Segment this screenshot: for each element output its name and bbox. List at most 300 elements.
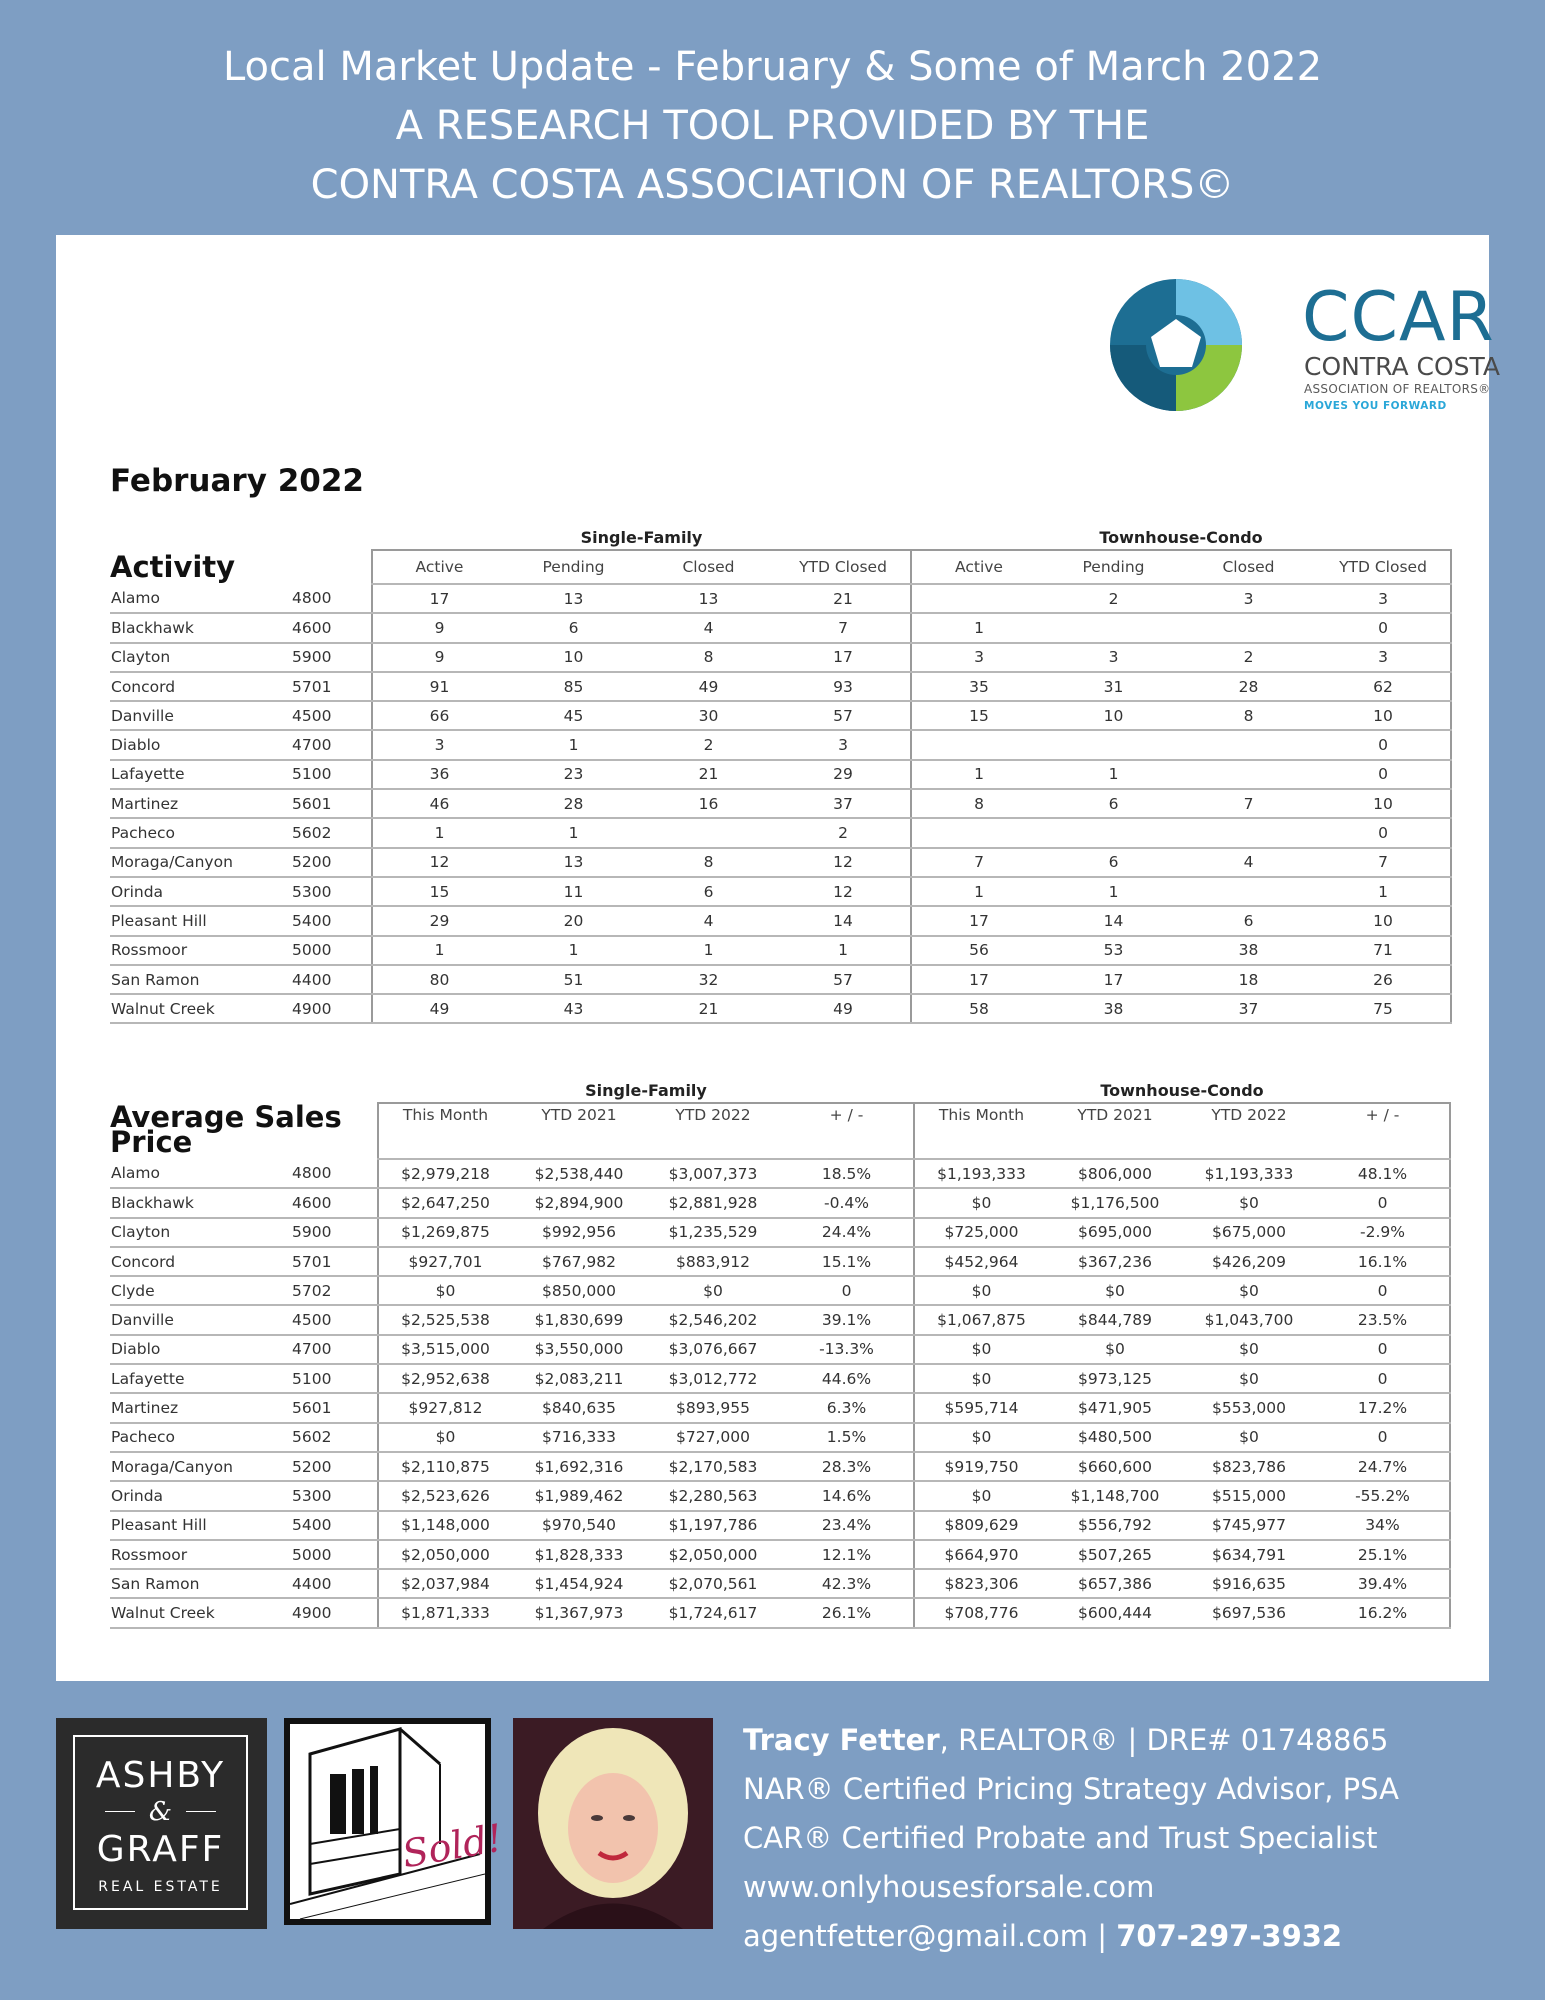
column-header: Closed — [1181, 550, 1316, 584]
table-cell: $823,306 — [914, 1569, 1048, 1598]
table-cell — [911, 584, 1046, 613]
table-cell: 23.4% — [780, 1511, 914, 1540]
table-cell: 17 — [776, 643, 911, 672]
table-cell: 8 — [911, 789, 1046, 818]
area-name: Clyde — [110, 1276, 292, 1305]
column-header: Closed — [641, 550, 776, 584]
area-name: Pleasant Hill — [110, 906, 292, 935]
table-cell: 3 — [1181, 584, 1316, 613]
column-header: Active — [372, 550, 506, 584]
column-header: Pending — [1046, 550, 1181, 584]
table-cell: 6 — [641, 877, 776, 906]
table-cell: $695,000 — [1048, 1218, 1182, 1247]
table-cell: 44.6% — [780, 1364, 914, 1393]
area-code: 4600 — [292, 1188, 378, 1217]
table-row — [110, 1247, 1450, 1276]
table-cell: 3 — [372, 730, 506, 759]
table-cell: 7 — [911, 848, 1046, 877]
table-cell: $2,170,583 — [646, 1452, 780, 1481]
table-row — [110, 1276, 1450, 1305]
avg-price-table-body — [110, 1159, 1450, 1628]
table-cell: $664,970 — [914, 1540, 1048, 1569]
table-cell: 0 — [780, 1276, 914, 1305]
ccar-logo-title: CCAR — [1302, 278, 1495, 357]
table-cell: 13 — [506, 848, 641, 877]
column-header: YTD 2021 — [1048, 1103, 1182, 1159]
table-cell: 46 — [372, 789, 506, 818]
activity-table — [110, 525, 1452, 1024]
table-cell: $1,067,875 — [914, 1305, 1048, 1334]
table-row — [110, 1452, 1450, 1481]
table-cell: $806,000 — [1048, 1159, 1182, 1188]
table-cell: 2 — [641, 730, 776, 759]
table-cell: 1 — [911, 613, 1046, 642]
table-cell: 17 — [911, 965, 1046, 994]
table-cell: 35 — [911, 672, 1046, 701]
table-cell: 3 — [911, 643, 1046, 672]
activity-group-single-family: Single-Family — [580, 527, 703, 547]
table-cell: $850,000 — [512, 1276, 646, 1305]
table-cell: 18 — [1181, 965, 1316, 994]
table-cell: 49 — [372, 994, 506, 1023]
column-header: YTD Closed — [776, 550, 911, 584]
table-cell: $725,000 — [914, 1218, 1048, 1247]
area-code: 5000 — [292, 936, 372, 965]
table-cell: $480,500 — [1048, 1423, 1182, 1452]
table-row — [110, 672, 1451, 701]
page-header — [0, 38, 1545, 215]
table-cell: -2.9% — [1316, 1218, 1450, 1247]
table-cell: $2,525,538 — [378, 1305, 512, 1334]
table-cell: 4 — [1181, 848, 1316, 877]
table-cell: 36 — [372, 760, 506, 789]
table-cell: 1 — [372, 936, 506, 965]
table-cell: $1,830,699 — [512, 1305, 646, 1334]
area-code: 5400 — [292, 1511, 378, 1540]
table-cell: $1,989,462 — [512, 1481, 646, 1510]
table-row — [110, 994, 1451, 1023]
table-cell: 11 — [506, 877, 641, 906]
table-row — [110, 613, 1451, 642]
table-cell: $553,000 — [1182, 1393, 1316, 1422]
table-cell: $919,750 — [914, 1452, 1048, 1481]
table-cell: 15 — [911, 701, 1046, 730]
ccar-logo-tagline: MOVES YOU FORWARD — [1304, 400, 1447, 412]
table-cell: 10 — [1046, 701, 1181, 730]
agent-name: Tracy Fetter — [743, 1723, 940, 1757]
table-cell: $1,148,000 — [378, 1511, 512, 1540]
area-code: 4900 — [292, 994, 372, 1023]
area-name: Moraga/Canyon — [110, 848, 292, 877]
agent-contact — [743, 1716, 1399, 1961]
table-cell: $1,692,316 — [512, 1452, 646, 1481]
table-cell: $727,000 — [646, 1423, 780, 1452]
area-code: 5601 — [292, 789, 372, 818]
table-cell: $426,209 — [1182, 1247, 1316, 1276]
table-cell: $0 — [1182, 1335, 1316, 1364]
table-cell: $697,536 — [1182, 1598, 1316, 1627]
table-cell: 8 — [641, 643, 776, 672]
table-row — [110, 1393, 1450, 1422]
area-code: 5601 — [292, 1393, 378, 1422]
table-cell: $973,125 — [1048, 1364, 1182, 1393]
price-group-single-family: Single-Family — [585, 1080, 707, 1100]
table-cell: $2,979,218 — [378, 1159, 512, 1188]
area-name: Concord — [110, 672, 292, 701]
area-name: Pacheco — [110, 1423, 292, 1452]
table-cell: $883,912 — [646, 1247, 780, 1276]
table-cell: 85 — [506, 672, 641, 701]
table-cell: 2 — [776, 818, 911, 847]
table-cell: $1,193,333 — [1182, 1159, 1316, 1188]
table-cell: $3,076,667 — [646, 1335, 780, 1364]
agent-photo — [513, 1718, 713, 1929]
table-cell: $657,386 — [1048, 1569, 1182, 1598]
area-code: 4800 — [292, 1159, 378, 1188]
ccar-emblem-icon — [1106, 275, 1246, 415]
table-cell: $0 — [1182, 1423, 1316, 1452]
table-cell — [1181, 613, 1316, 642]
avg-price-table-wrap — [110, 1078, 1451, 1629]
table-cell: 21 — [641, 994, 776, 1023]
table-cell: 28 — [506, 789, 641, 818]
area-code: 5701 — [292, 672, 372, 701]
table-cell: 9 — [372, 613, 506, 642]
agent-email-link[interactable]: agentfetter@gmail.com — [743, 1919, 1089, 1953]
area-name: Martinez — [110, 789, 292, 818]
table-cell: $0 — [1182, 1364, 1316, 1393]
brokerage-logo — [56, 1718, 267, 1929]
table-cell: 10 — [1316, 906, 1451, 935]
area-code: 4700 — [292, 730, 372, 759]
table-cell: $3,007,373 — [646, 1159, 780, 1188]
table-cell: 1 — [1046, 877, 1181, 906]
table-cell: 1.5% — [780, 1423, 914, 1452]
table-cell: 14 — [776, 906, 911, 935]
table-cell: $2,280,563 — [646, 1481, 780, 1510]
table-cell: $2,538,440 — [512, 1159, 646, 1188]
table-cell: $2,110,875 — [378, 1452, 512, 1481]
table-cell: -13.3% — [780, 1335, 914, 1364]
table-cell: $716,333 — [512, 1423, 646, 1452]
table-row — [110, 1423, 1450, 1452]
table-cell: 17 — [1046, 965, 1181, 994]
table-cell — [1046, 818, 1181, 847]
table-cell: 10 — [1316, 789, 1451, 818]
table-cell: 9 — [372, 643, 506, 672]
avg-price-label: Average Sales Price — [110, 1103, 342, 1159]
table-cell: $2,523,626 — [378, 1481, 512, 1510]
table-cell: 7 — [1181, 789, 1316, 818]
table-cell: $0 — [914, 1423, 1048, 1452]
table-row — [110, 1188, 1450, 1217]
table-cell: $1,871,333 — [378, 1598, 512, 1627]
table-cell: 1 — [506, 730, 641, 759]
table-cell: 56 — [911, 936, 1046, 965]
table-cell: 0 — [1316, 1188, 1450, 1217]
table-cell: 71 — [1316, 936, 1451, 965]
table-cell: -0.4% — [780, 1188, 914, 1217]
area-name: Rossmoor — [110, 936, 292, 965]
table-cell: $600,444 — [1048, 1598, 1182, 1627]
table-row — [110, 730, 1451, 759]
table-cell: 75 — [1316, 994, 1451, 1023]
table-cell: $2,952,638 — [378, 1364, 512, 1393]
table-cell: 34% — [1316, 1511, 1450, 1540]
table-row — [110, 1305, 1450, 1334]
table-cell: $2,083,211 — [512, 1364, 646, 1393]
house-sketch-icon — [290, 1724, 485, 1919]
area-code: 5100 — [292, 1364, 378, 1393]
area-name: Martinez — [110, 1393, 292, 1422]
table-cell: 0 — [1316, 1423, 1450, 1452]
table-row — [110, 877, 1451, 906]
table-cell: 6 — [1046, 789, 1181, 818]
agent-portrait-icon — [513, 1718, 713, 1929]
table-cell: -55.2% — [1316, 1481, 1450, 1510]
table-cell: $0 — [1048, 1335, 1182, 1364]
table-cell: 0 — [1316, 730, 1451, 759]
table-cell: 18.5% — [780, 1159, 914, 1188]
table-cell: $0 — [914, 1276, 1048, 1305]
table-cell: 58 — [911, 994, 1046, 1023]
table-cell: 6 — [1046, 848, 1181, 877]
table-cell: 0 — [1316, 613, 1451, 642]
table-cell: $992,956 — [512, 1218, 646, 1247]
table-row — [110, 1511, 1450, 1540]
table-cell — [641, 818, 776, 847]
table-cell: 15.1% — [780, 1247, 914, 1276]
table-cell: 28 — [1181, 672, 1316, 701]
area-name: Lafayette — [110, 760, 292, 789]
table-cell: 25.1% — [1316, 1540, 1450, 1569]
table-cell — [911, 730, 1046, 759]
table-cell: 26 — [1316, 965, 1451, 994]
area-code: 5602 — [292, 818, 372, 847]
table-cell: 30 — [641, 701, 776, 730]
table-row — [110, 906, 1451, 935]
table-cell: $3,012,772 — [646, 1364, 780, 1393]
column-header: YTD Closed — [1316, 550, 1451, 584]
table-cell: $452,964 — [914, 1247, 1048, 1276]
contact-email-phone-line: agentfetter@gmail.com | 707-297-3932 — [743, 1919, 1343, 1953]
table-cell: 49 — [776, 994, 911, 1023]
table-cell: $0 — [914, 1481, 1048, 1510]
table-cell: $2,070,561 — [646, 1569, 780, 1598]
table-cell: 91 — [372, 672, 506, 701]
table-cell: 8 — [641, 848, 776, 877]
column-header: This Month — [378, 1103, 512, 1159]
table-cell: 32 — [641, 965, 776, 994]
table-cell: 31 — [1046, 672, 1181, 701]
area-name: Alamo — [110, 584, 292, 613]
table-cell: 16.2% — [1316, 1598, 1450, 1627]
table-cell: $515,000 — [1182, 1481, 1316, 1510]
table-cell — [1046, 613, 1181, 642]
area-code: 4500 — [292, 1305, 378, 1334]
table-cell: $0 — [914, 1364, 1048, 1393]
table-cell: $3,550,000 — [512, 1335, 646, 1364]
table-cell: 16.1% — [1316, 1247, 1450, 1276]
table-cell: 17 — [372, 584, 506, 613]
table-cell: $471,905 — [1048, 1393, 1182, 1422]
table-cell: 3 — [1316, 584, 1451, 613]
table-row — [110, 1159, 1450, 1188]
area-code: 5100 — [292, 760, 372, 789]
table-cell: $840,635 — [512, 1393, 646, 1422]
table-cell: 3 — [1046, 643, 1181, 672]
agent-title: , REALTOR® | DRE# 01748865 — [939, 1723, 1389, 1757]
area-code: 4800 — [292, 584, 372, 613]
agent-website-link[interactable]: www.onlyhousesforsale.com — [743, 1870, 1155, 1904]
table-cell: 23 — [506, 760, 641, 789]
table-cell: 1 — [506, 936, 641, 965]
table-cell: 14 — [1046, 906, 1181, 935]
table-cell: 15 — [372, 877, 506, 906]
area-code: 5900 — [292, 643, 372, 672]
table-cell: 21 — [641, 760, 776, 789]
area-code: 5702 — [292, 1276, 378, 1305]
table-cell — [1181, 730, 1316, 759]
table-cell: 49 — [641, 672, 776, 701]
table-row — [110, 818, 1451, 847]
table-cell: $0 — [1048, 1276, 1182, 1305]
area-name: Moraga/Canyon — [110, 1452, 292, 1481]
table-cell: 1 — [776, 936, 911, 965]
table-cell: 13 — [641, 584, 776, 613]
table-cell: $2,037,984 — [378, 1569, 512, 1598]
table-cell: 0 — [1316, 1335, 1450, 1364]
area-code: 5701 — [292, 1247, 378, 1276]
table-cell: 17.2% — [1316, 1393, 1450, 1422]
area-name: Blackhawk — [110, 1188, 292, 1217]
table-cell: $916,635 — [1182, 1569, 1316, 1598]
table-row — [110, 1481, 1450, 1510]
area-code: 4900 — [292, 1598, 378, 1627]
table-cell: 39.1% — [780, 1305, 914, 1334]
table-cell: 10 — [1316, 701, 1451, 730]
table-cell: $675,000 — [1182, 1218, 1316, 1247]
table-cell: $893,955 — [646, 1393, 780, 1422]
area-code: 4400 — [292, 965, 372, 994]
brokerage-logo-line3: REAL ESTATE — [98, 1879, 223, 1895]
column-header: Active — [911, 550, 1046, 584]
table-row — [110, 643, 1451, 672]
table-cell: 80 — [372, 965, 506, 994]
table-cell: $927,812 — [378, 1393, 512, 1422]
table-cell — [911, 818, 1046, 847]
table-cell: 24.4% — [780, 1218, 914, 1247]
brokerage-logo-amp: & — [148, 1797, 173, 1827]
area-name: Orinda — [110, 1481, 292, 1510]
table-cell — [1181, 877, 1316, 906]
table-cell: 53 — [1046, 936, 1181, 965]
area-name: Diablo — [110, 1335, 292, 1364]
table-cell: 1 — [1046, 760, 1181, 789]
table-cell: $660,600 — [1048, 1452, 1182, 1481]
area-name: Pleasant Hill — [110, 1511, 292, 1540]
column-header: YTD 2022 — [1182, 1103, 1316, 1159]
price-group-townhouse-condo: Townhouse-Condo — [1100, 1080, 1264, 1100]
table-cell: $556,792 — [1048, 1511, 1182, 1540]
table-cell: 1 — [641, 936, 776, 965]
table-cell: $3,515,000 — [378, 1335, 512, 1364]
column-header: + / - — [780, 1103, 914, 1159]
column-header: This Month — [914, 1103, 1048, 1159]
table-cell: 4 — [641, 613, 776, 642]
table-row — [110, 1569, 1450, 1598]
report-panel — [56, 235, 1500, 1681]
header-title: Local Market Update - February & Some of March 2022 — [222, 44, 1323, 90]
table-cell: 66 — [372, 701, 506, 730]
table-cell: $367,236 — [1048, 1247, 1182, 1276]
area-code: 5400 — [292, 906, 372, 935]
section-title: February 2022 — [110, 463, 364, 499]
table-row — [110, 1335, 1450, 1364]
table-cell: $1,724,617 — [646, 1598, 780, 1627]
table-cell: 51 — [506, 965, 641, 994]
activity-group-townhouse-condo: Townhouse-Condo — [1099, 527, 1263, 547]
table-cell: 12 — [372, 848, 506, 877]
table-cell: $0 — [646, 1276, 780, 1305]
table-cell: 0 — [1316, 818, 1451, 847]
activity-table-body — [110, 584, 1451, 1023]
table-cell: 3 — [1316, 643, 1451, 672]
area-name: Clayton — [110, 1218, 292, 1247]
table-cell: 93 — [776, 672, 911, 701]
table-cell: 10 — [506, 643, 641, 672]
table-cell: $595,714 — [914, 1393, 1048, 1422]
table-cell: $0 — [378, 1423, 512, 1452]
area-name: Alamo — [110, 1159, 292, 1188]
column-header: Pending — [506, 550, 641, 584]
table-cell: 0 — [1316, 1276, 1450, 1305]
table-cell: $1,148,700 — [1048, 1481, 1182, 1510]
table-cell: 4 — [641, 906, 776, 935]
table-cell: $2,050,000 — [646, 1540, 780, 1569]
table-cell: 23.5% — [1316, 1305, 1450, 1334]
table-cell — [1181, 760, 1316, 789]
table-cell: $927,701 — [378, 1247, 512, 1276]
table-cell: 17 — [911, 906, 1046, 935]
table-cell: 7 — [1316, 848, 1451, 877]
table-cell: $1,235,529 — [646, 1218, 780, 1247]
table-cell: 0 — [1316, 760, 1451, 789]
contact-certification-2: CAR® Certified Probate and Trust Specialist — [743, 1821, 1378, 1855]
area-code: 5000 — [292, 1540, 378, 1569]
table-cell: $2,894,900 — [512, 1188, 646, 1217]
table-row — [110, 848, 1451, 877]
activity-table-wrap — [110, 525, 1452, 1024]
area-code: 5602 — [292, 1423, 378, 1452]
table-row — [110, 1218, 1450, 1247]
table-cell: 38 — [1046, 994, 1181, 1023]
brokerage-logo-line2: GRAFF — [96, 1829, 225, 1870]
table-cell: $1,176,500 — [1048, 1188, 1182, 1217]
avg-price-table — [110, 1078, 1451, 1629]
table-row — [110, 760, 1451, 789]
table-cell: 29 — [372, 906, 506, 935]
ccar-logo-association: ASSOCIATION OF REALTORS® — [1304, 382, 1491, 396]
header-subtitle: A RESEARCH TOOL PROVIDED BY THE — [395, 103, 1150, 149]
brokerage-logo-line1: ASHBY — [95, 1755, 226, 1796]
column-header: YTD 2022 — [646, 1103, 780, 1159]
agent-phone[interactable]: 707-297-3932 — [1116, 1919, 1343, 1953]
table-cell: 20 — [506, 906, 641, 935]
area-code: 4600 — [292, 613, 372, 642]
table-cell: 57 — [776, 965, 911, 994]
table-row — [110, 1364, 1450, 1393]
